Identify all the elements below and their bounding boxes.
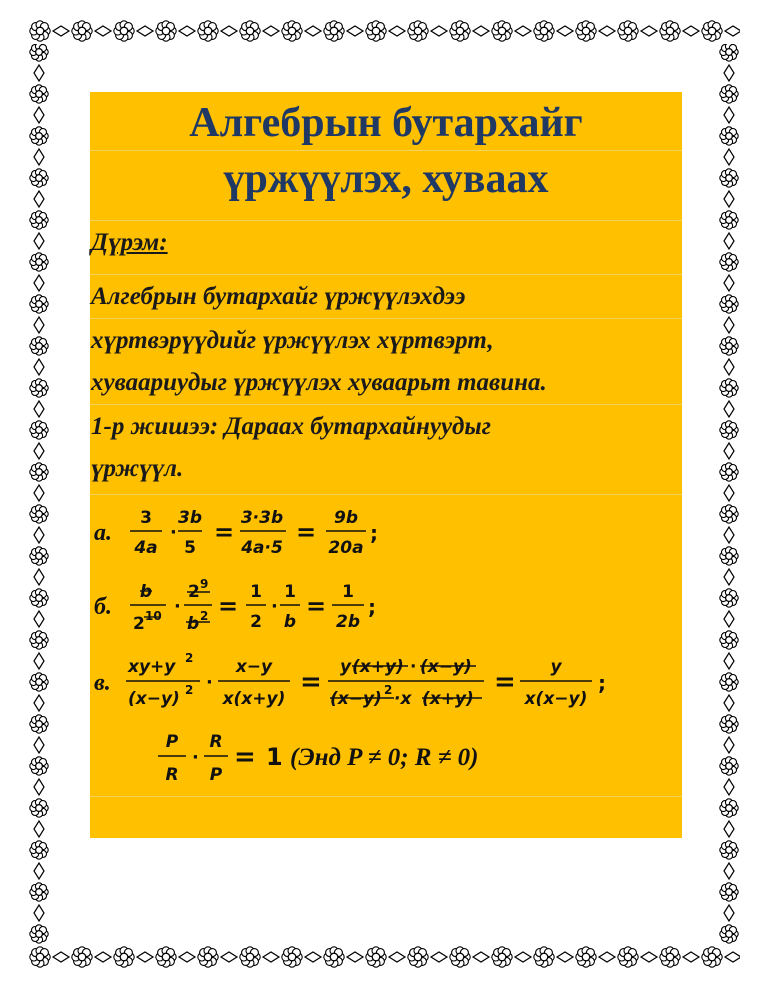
formula-b bbox=[90, 574, 420, 638]
flower-ornament bbox=[240, 947, 260, 967]
diamond-ornament bbox=[34, 443, 44, 459]
flower-ornament bbox=[450, 21, 470, 41]
diamond-ornament bbox=[34, 653, 44, 669]
flower-ornament bbox=[576, 21, 596, 41]
formula-d-f1-den: R bbox=[165, 765, 179, 785]
formula-c-f3-den-cancel-2: (x+y) bbox=[422, 689, 474, 709]
flower-ornament bbox=[720, 379, 738, 397]
formula-c-f1-den-exp: 2 bbox=[185, 683, 194, 697]
flower-ornament bbox=[30, 505, 48, 523]
semicolon: ; bbox=[368, 595, 376, 619]
formula-b-f1-den-base: 2 bbox=[133, 614, 145, 634]
formula-d-f2-num: R bbox=[209, 732, 223, 752]
formula-d-f2-den: P bbox=[209, 765, 223, 785]
diamond-ornament bbox=[724, 569, 734, 585]
flower-ornament bbox=[702, 947, 722, 967]
flower-ornament bbox=[720, 337, 738, 355]
flower-ornament bbox=[324, 947, 344, 967]
diamond-ornament bbox=[389, 952, 405, 962]
flower-ornament bbox=[534, 947, 554, 967]
formula-a-f1-num: 3 bbox=[140, 508, 152, 528]
flower-ornament bbox=[618, 947, 638, 967]
flower-ornament bbox=[720, 799, 738, 817]
diamond-ornament bbox=[724, 149, 734, 165]
diamond-ornament bbox=[34, 107, 44, 123]
diamond-ornament bbox=[34, 317, 44, 333]
flower-ornament bbox=[72, 947, 92, 967]
flower-ornament bbox=[450, 947, 470, 967]
formula-a-f4-num: 9b bbox=[334, 508, 358, 528]
diamond-ornament bbox=[725, 952, 740, 962]
flower-ornament bbox=[30, 44, 48, 61]
diamond-ornament bbox=[53, 26, 69, 36]
diamond-ornament bbox=[34, 611, 44, 627]
flower-ornament bbox=[720, 841, 738, 859]
flower-ornament bbox=[30, 799, 48, 817]
diamond-ornament bbox=[263, 952, 279, 962]
flower-ornament bbox=[660, 21, 680, 41]
formula-b-f1-num: b bbox=[139, 582, 153, 602]
flower-ornament bbox=[492, 21, 512, 41]
flower-ornament bbox=[408, 947, 428, 967]
equals-sign: = bbox=[218, 592, 239, 620]
diamond-ornament bbox=[34, 737, 44, 753]
table-rule bbox=[90, 404, 682, 405]
flower-ornament bbox=[30, 841, 48, 859]
diamond-ornament bbox=[724, 65, 734, 81]
formula-d-result: 1 bbox=[266, 743, 283, 771]
diamond-ornament bbox=[34, 569, 44, 585]
flower-ornament bbox=[720, 547, 738, 565]
table-rule bbox=[90, 274, 682, 275]
equals-sign: = bbox=[300, 667, 322, 697]
flower-ornament bbox=[720, 757, 738, 775]
diamond-ornament bbox=[599, 952, 615, 962]
diamond-ornament bbox=[515, 26, 531, 36]
diamond-ornament bbox=[724, 527, 734, 543]
diamond-ornament bbox=[34, 527, 44, 543]
flower-ornament bbox=[720, 211, 738, 229]
table-rule bbox=[90, 220, 682, 221]
diamond-ornament bbox=[221, 952, 237, 962]
formula-b-label: б. bbox=[94, 594, 112, 620]
diamond-ornament bbox=[305, 952, 321, 962]
diamond-ornament bbox=[347, 952, 363, 962]
flower-ornament bbox=[198, 21, 218, 41]
equals-sign: = bbox=[234, 742, 256, 772]
diamond-ornament bbox=[724, 611, 734, 627]
flower-ornament bbox=[198, 947, 218, 967]
example-line-2: үржүүл. bbox=[91, 455, 184, 482]
diamond-ornament bbox=[557, 952, 573, 962]
diamond-ornament bbox=[724, 233, 734, 249]
diamond-ornament bbox=[724, 107, 734, 123]
diamond-ornament bbox=[473, 952, 489, 962]
diamond-ornament bbox=[263, 26, 279, 36]
flower-ornament bbox=[30, 673, 48, 691]
flower-ornament bbox=[30, 589, 48, 607]
decorative-border-right bbox=[718, 44, 740, 944]
flower-ornament bbox=[30, 253, 48, 271]
table-rule bbox=[90, 494, 682, 495]
flower-ornament bbox=[720, 463, 738, 481]
diamond-ornament bbox=[34, 233, 44, 249]
diamond-ornament bbox=[724, 359, 734, 375]
flower-ornament bbox=[720, 127, 738, 145]
decorative-border-top bbox=[28, 18, 740, 44]
flower-ornament bbox=[720, 505, 738, 523]
formula-a-label: а. bbox=[94, 520, 112, 546]
rule-heading: Дүрэм: bbox=[91, 229, 168, 256]
flower-ornament bbox=[324, 21, 344, 41]
flower-ornament bbox=[30, 757, 48, 775]
formula-a bbox=[90, 500, 420, 562]
diamond-ornament bbox=[347, 26, 363, 36]
semicolon: ; bbox=[598, 671, 606, 695]
rule-line-2: хүртвэрүүдийг үржүүлэх хүртвэрт, bbox=[91, 327, 494, 354]
formula-c-label: в. bbox=[94, 670, 111, 696]
flower-ornament bbox=[720, 169, 738, 187]
formula-c-f3-den-exp: 2 bbox=[384, 683, 393, 697]
flower-ornament bbox=[30, 337, 48, 355]
diamond-ornament bbox=[34, 863, 44, 879]
diamond-ornament bbox=[95, 26, 111, 36]
formula-c-f3-num-cancel-2: (x−y) bbox=[420, 657, 472, 677]
formula-b-f2-den-exp: 2 bbox=[200, 609, 209, 623]
flower-ornament bbox=[156, 21, 176, 41]
diamond-ornament bbox=[137, 952, 153, 962]
dot-operator: · bbox=[271, 596, 278, 617]
formula-c-f1-num-exp: 2 bbox=[185, 651, 194, 665]
formula-a-f4-den: 20a bbox=[328, 538, 364, 558]
formula-d-f1-num: P bbox=[165, 732, 179, 752]
equals-sign: = bbox=[494, 667, 516, 697]
formula-b-f2-num-exp: 9 bbox=[200, 577, 209, 591]
table-rule bbox=[90, 318, 682, 319]
diamond-ornament bbox=[683, 26, 699, 36]
formula-c-f2-den: x(x+y) bbox=[222, 689, 286, 709]
diamond-ornament bbox=[389, 26, 405, 36]
diamond-ornament bbox=[683, 952, 699, 962]
formula-b-f1-den-exp: 10 bbox=[145, 609, 162, 623]
flower-ornament bbox=[702, 21, 722, 41]
formula-c-f2-num: x−y bbox=[235, 657, 273, 677]
equals-sign: = bbox=[296, 518, 317, 546]
decorative-border-left bbox=[28, 44, 50, 944]
flower-ornament bbox=[366, 947, 386, 967]
flower-ornament bbox=[30, 547, 48, 565]
formula-c bbox=[90, 648, 650, 712]
formula-c-f1-num: xy+y bbox=[128, 657, 176, 677]
rule-line-1: Алгебрын бутархайг үржүүлэхдээ bbox=[91, 283, 466, 310]
formula-a-f2-num: 3b bbox=[178, 508, 202, 528]
flower-ornament bbox=[720, 715, 738, 733]
flower-ornament bbox=[30, 169, 48, 187]
formula-c-f3-den-x: ·x bbox=[394, 689, 412, 709]
diamond-ornament bbox=[53, 952, 69, 962]
flower-ornament bbox=[30, 883, 48, 901]
flower-ornament bbox=[240, 21, 260, 41]
flower-ornament bbox=[72, 21, 92, 41]
flower-ornament bbox=[30, 631, 48, 649]
diamond-ornament bbox=[34, 191, 44, 207]
table-rule bbox=[90, 150, 682, 151]
flower-ornament bbox=[720, 421, 738, 439]
flower-ornament bbox=[30, 85, 48, 103]
formula-b-f4-den: b bbox=[283, 612, 297, 632]
diamond-ornament bbox=[34, 401, 44, 417]
diamond-ornament bbox=[724, 485, 734, 501]
formula-c-f3-den-cancel-1: (x−y) bbox=[330, 689, 382, 709]
diamond-ornament bbox=[34, 821, 44, 837]
flower-ornament bbox=[30, 211, 48, 229]
formula-c-f3-num-cancel-1: (x+y) bbox=[352, 657, 404, 677]
diamond-ornament bbox=[34, 359, 44, 375]
formula-a-f3-den: 4a·5 bbox=[241, 538, 283, 558]
flower-ornament bbox=[720, 673, 738, 691]
rule-line-3: хуваариудыг үржүүлэх хуваарьт тавина. bbox=[91, 369, 547, 396]
flower-ornament bbox=[720, 589, 738, 607]
flower-ornament bbox=[30, 379, 48, 397]
diamond-ornament bbox=[724, 275, 734, 291]
flower-ornament bbox=[720, 85, 738, 103]
formula-a-f3-num: 3·3b bbox=[240, 508, 284, 528]
flower-ornament bbox=[156, 947, 176, 967]
flower-ornament bbox=[720, 253, 738, 271]
flower-ornament bbox=[720, 631, 738, 649]
page-title-line-1: Алгебрын бутархайг bbox=[189, 100, 583, 146]
diamond-ornament bbox=[179, 952, 195, 962]
flower-ornament bbox=[618, 21, 638, 41]
diamond-ornament bbox=[473, 26, 489, 36]
flower-ornament bbox=[720, 44, 738, 61]
diamond-ornament bbox=[724, 317, 734, 333]
flower-ornament bbox=[492, 947, 512, 967]
diamond-ornament bbox=[34, 779, 44, 795]
diamond-ornament bbox=[599, 26, 615, 36]
dot-operator: · bbox=[174, 596, 181, 617]
diamond-ornament bbox=[557, 26, 573, 36]
formula-c-f4-den: x(x−y) bbox=[524, 689, 588, 709]
formula-d-note: (Энд P ≠ 0; R ≠ 0) bbox=[290, 744, 479, 771]
diamond-ornament bbox=[34, 275, 44, 291]
diamond-ornament bbox=[515, 952, 531, 962]
flower-ornament bbox=[660, 947, 680, 967]
diamond-ornament bbox=[431, 952, 447, 962]
formula-c-f1-den: (x−y) bbox=[128, 689, 180, 709]
formula-a-f2-den: 5 bbox=[184, 538, 196, 558]
diamond-ornament bbox=[724, 779, 734, 795]
flower-ornament bbox=[114, 21, 134, 41]
flower-ornament bbox=[30, 715, 48, 733]
formula-b-f5-den: 2b bbox=[336, 612, 360, 632]
table-rule bbox=[90, 796, 682, 797]
flower-ornament bbox=[30, 295, 48, 313]
diamond-ornament bbox=[724, 401, 734, 417]
equals-sign: = bbox=[306, 592, 327, 620]
example-line-1: 1-р жишээ: Дараах бутархайнуудыг bbox=[91, 413, 491, 440]
dot-operator: · bbox=[206, 672, 213, 693]
formula-b-f2-den-base: b bbox=[187, 614, 200, 634]
flower-ornament bbox=[282, 947, 302, 967]
formula-b-f3-den: 2 bbox=[250, 612, 262, 632]
diamond-ornament bbox=[641, 952, 657, 962]
dot-operator: · bbox=[170, 522, 177, 543]
flower-ornament bbox=[30, 463, 48, 481]
semicolon: ; bbox=[370, 521, 378, 545]
diamond-ornament bbox=[724, 737, 734, 753]
flower-ornament bbox=[282, 21, 302, 41]
flower-ornament bbox=[534, 21, 554, 41]
flower-ornament bbox=[30, 947, 50, 967]
diamond-ornament bbox=[34, 695, 44, 711]
diamond-ornament bbox=[725, 26, 740, 36]
diamond-ornament bbox=[95, 952, 111, 962]
flower-ornament bbox=[576, 947, 596, 967]
diamond-ornament bbox=[724, 443, 734, 459]
formula-b-f2-num-base: 2 bbox=[188, 582, 200, 602]
flower-ornament bbox=[720, 925, 738, 943]
diamond-ornament bbox=[305, 26, 321, 36]
diamond-ornament bbox=[724, 863, 734, 879]
flower-ornament bbox=[366, 21, 386, 41]
diamond-ornament bbox=[724, 695, 734, 711]
diamond-ornament bbox=[431, 26, 447, 36]
formula-b-f4-num: 1 bbox=[284, 582, 296, 602]
dot-operator: · bbox=[192, 747, 199, 768]
formula-c-f3-num-dot: · bbox=[410, 657, 417, 677]
flower-ornament bbox=[408, 21, 428, 41]
formula-a-f1-den: 4a bbox=[134, 538, 158, 558]
diamond-ornament bbox=[724, 653, 734, 669]
diamond-ornament bbox=[34, 905, 44, 921]
flower-ornament bbox=[30, 925, 48, 943]
diamond-ornament bbox=[179, 26, 195, 36]
page-title-line-2: үржүүлэх, хуваах bbox=[223, 156, 549, 202]
formula-c-f4-num: y bbox=[550, 657, 562, 677]
flower-ornament bbox=[720, 295, 738, 313]
formula-d bbox=[150, 726, 550, 790]
diamond-ornament bbox=[34, 485, 44, 501]
decorative-border-bottom bbox=[28, 944, 740, 970]
formula-b-f5-num: 1 bbox=[342, 582, 354, 602]
diamond-ornament bbox=[724, 821, 734, 837]
diamond-ornament bbox=[724, 905, 734, 921]
flower-ornament bbox=[30, 421, 48, 439]
flower-ornament bbox=[720, 883, 738, 901]
equals-sign: = bbox=[214, 518, 235, 546]
diamond-ornament bbox=[724, 191, 734, 207]
formula-c-f3-num-y: y bbox=[340, 657, 352, 677]
diamond-ornament bbox=[34, 149, 44, 165]
diamond-ornament bbox=[34, 65, 44, 81]
diamond-ornament bbox=[221, 26, 237, 36]
diamond-ornament bbox=[137, 26, 153, 36]
flower-ornament bbox=[30, 127, 48, 145]
flower-ornament bbox=[30, 21, 50, 41]
flower-ornament bbox=[114, 947, 134, 967]
formula-b-f3-num: 1 bbox=[250, 582, 262, 602]
diamond-ornament bbox=[641, 26, 657, 36]
